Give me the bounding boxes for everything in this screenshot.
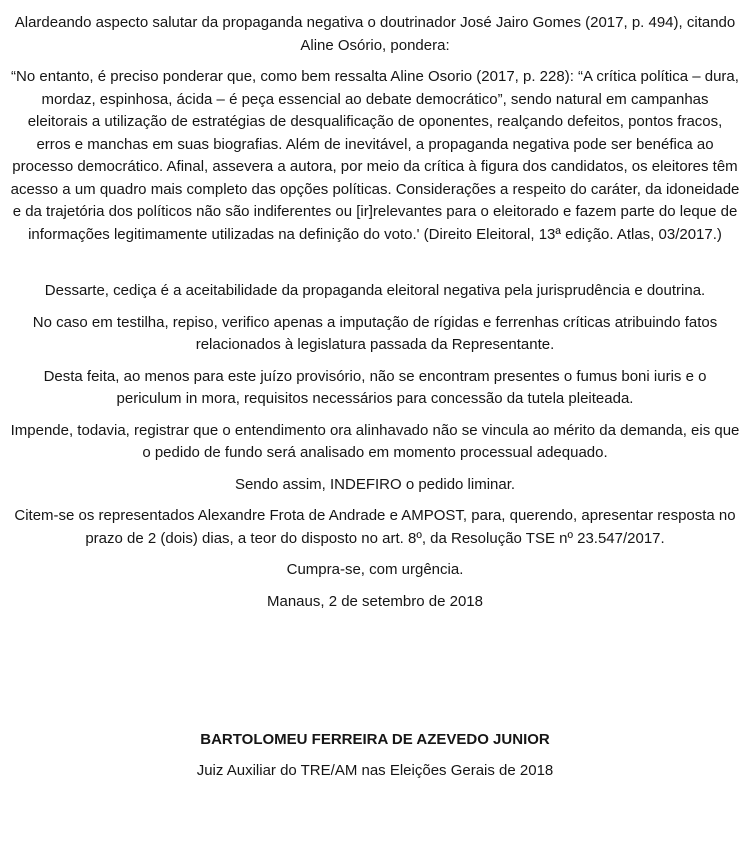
paragraph-impende: Impende, todavia, registrar que o entendimento ora alinhavado não se vincula ao mérito da demanda, eis que o pedido de fundo será analisado em momento processual adequado. (10, 421, 740, 461)
paragraph-dessarte: Dessarte, cediça é a aceitabilidade da propaganda eleitoral negativa pela jurisprudência e doutrina. (44, 282, 706, 299)
decision-statement: Sendo assim, INDEFIRO o pedido liminar. (234, 475, 516, 493)
paragraph-desta-feita: Desta feita, ao menos para este juízo provisório, não se encontram presentes o fumus boni iuris e o periculum in mora, requisitos necessários para concessão da tutela pleiteada. (43, 367, 707, 407)
signature-name: BARTOLOMEU FERREIRA DE AZEVEDO JUNIOR (200, 731, 550, 748)
paragraph-citem-se: Citem-se os representados Alexandre Frota de Andrade e AMPOST, para, querendo, apresentar resposta no prazo de 2 (dois) dias, a teor do disposto no art. 8º, da Resolução TSE nº 23.547/2017. (14, 507, 736, 547)
signature-role: Juiz Auxiliar do TRE/AM nas Eleições Gerais de 2018 (196, 761, 554, 779)
opening-paragraph: Alardeando aspecto salutar da propaganda negativa o doutrinador José Jairo Gomes (2017, p. 494), citando Aline Osório, pondera: (14, 14, 736, 54)
date-place-line: Manaus, 2 de setembro de 2018 (267, 592, 483, 610)
paragraph-no-caso: No caso em testilha, repiso, verifico apenas a imputação de rígidas e ferrenhas críticas atribuindo fatos relacionados à legislatura passada da Representante. (32, 313, 718, 353)
signature-block (10, 729, 740, 782)
paragraph-cumpra-se: Cumpra-se, com urgência. (286, 561, 464, 578)
doctrine-quote-paragraph: “No entanto, é preciso ponderar que, como bem ressalta Aline Osorio (2017, p. 228): “A crítica política – dura, mordaz, espinhosa, ácida – é peça essencial ao debate democrático”, sendo natural em campanhas eleitorais a utilização de estratégias de desqualificação de oponentes, realçando defeitos, pontos fracos, erros e manchas em suas biografias. Além de inevitável, a propaganda negativa pode ser benéfica ao processo democrático. Afinal, assevera a autora, por meio da crítica à figura dos candidatos, os eleitores têm acesso a um quadro mais completo das opções políticas. Considerações a respeito do caráter, da idoneidade e da trajetória dos políticos não são indiferentes ou [ir]relevantes para o eleitorado e fazem parte do leque de informações legitimamente utilizadas na definição do voto.' (Direito Eleitoral, 13ª edição. Atlas, 03/2017.) (10, 68, 740, 243)
